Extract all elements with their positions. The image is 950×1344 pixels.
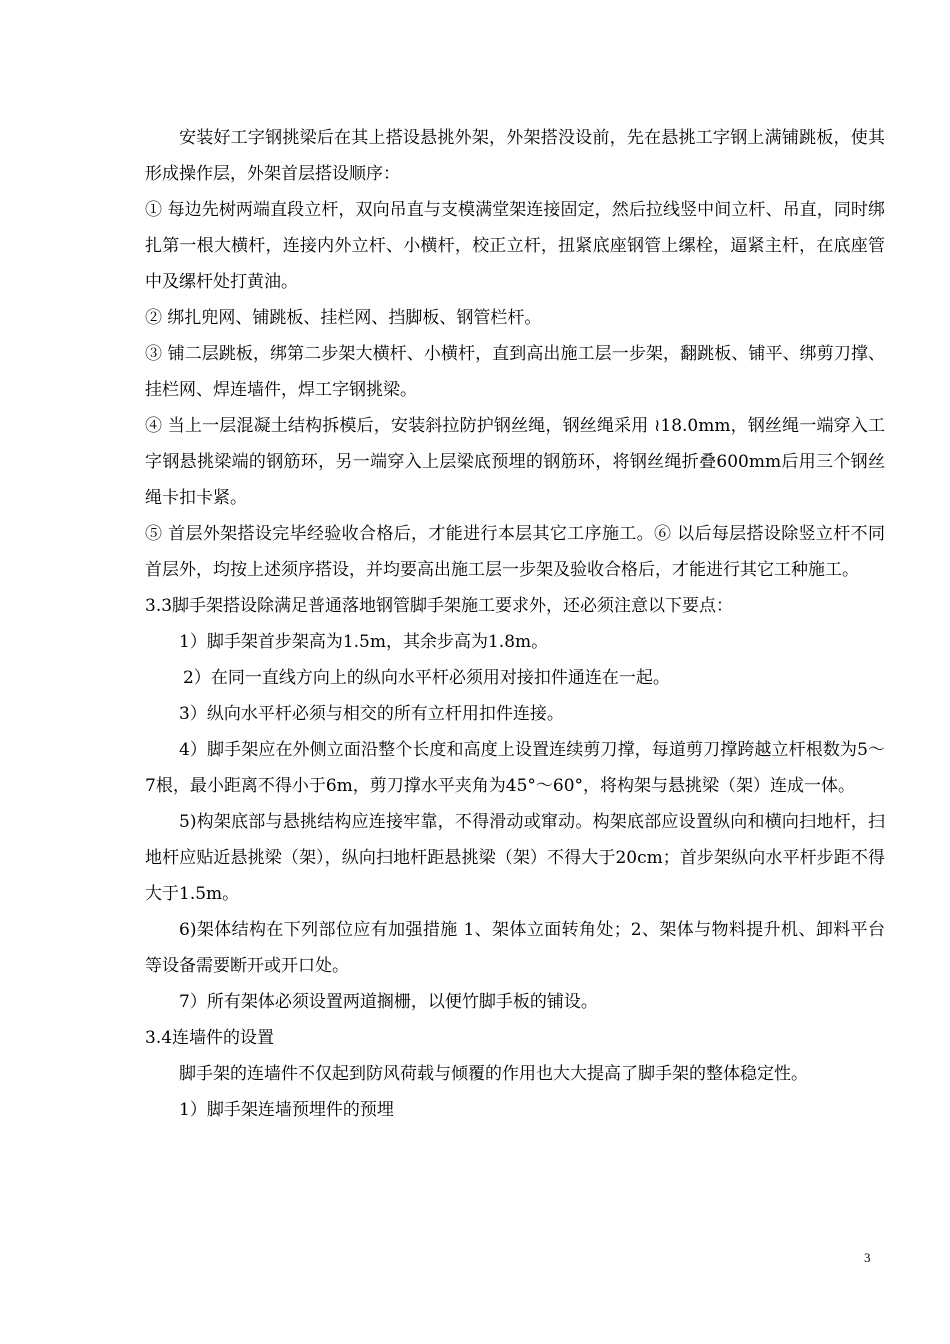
paragraph-step-3: ③ 铺二层跳板，绑第二步架大横杆、小横杆，直到高出施工层一步架，翻跳板、铺平、绑剪刀撑、挂栏网、焊连墙件，焊工字钢挑梁。 xyxy=(145,344,885,400)
paragraph-step-5-6: ⑤ 首层外架搭设完毕经验收合格后，才能进行本层其它工序施工。⑥ 以后每层搭设除竖立杆不同首层外，均按上述须序搭设，并均要高出施工层一步架及验收合格后，才能进行其它工种施工。 xyxy=(145,524,885,580)
list-item-1: 1）脚手架首步架高为1.5m，其余步高为1.8m。 xyxy=(179,632,549,652)
paragraph-wall-ties: 脚手架的连墙件不仅起到防风荷载与倾覆的作用也大大提高了脚手架的整体稳定性。 xyxy=(179,1064,808,1084)
list-item-5: 5)构架底部与悬挑结构应连接牢靠，不得滑动或窜动。构架底部应设置纵向和横向扫地杆，扫地杆应贴近悬挑梁（架），纵向扫地杆距悬挑梁（架）不得大于20cm；首步架纵向水平杆步距不得大于1.5m。 xyxy=(145,812,885,904)
list-item-6: 6)架体结构在下列部位应有加强措施 1、架体立面转角处；2、架体与物料提升机、卸料平台等设备需要断开或开口处。 xyxy=(145,920,885,976)
document-body xyxy=(145,120,885,1128)
paragraph-step-4: ④ 当上一层混凝土结构拆模后，安装斜拉防护钢丝绳，钢丝绳采用 ≀18.0mm，钢丝绳一端穿入工字钢悬挑梁端的钢筋环，另一端穿入上层梁底预埋的钢筋环，将钢丝绳折叠600mm后用三个钢丝绳卡扣卡紧。 xyxy=(145,416,885,508)
list-item-embedded-parts: 1）脚手架连墙预埋件的预埋 xyxy=(179,1100,394,1120)
paragraph-intro: 安装好工字钢挑梁后在其上搭设悬挑外架，外架搭没设前，先在悬挑工字钢上满铺跳板，使其形成操作层，外架首层搭设顺序： xyxy=(145,128,885,184)
section-heading-3-3: 3.3脚手架搭设除满足普通落地钢管脚手架施工要求外，还必须注意以下要点： xyxy=(145,596,734,616)
list-item-3: 3）纵向水平杆必须与相交的所有立杆用扣件连接。 xyxy=(179,704,564,724)
section-heading-3-4: 3.4连墙件的设置 xyxy=(145,1028,275,1048)
page-number: 3 xyxy=(864,1250,871,1265)
paragraph-step-2: ② 绑扎兜网、铺跳板、挂栏网、挡脚板、钢管栏杆。 xyxy=(145,308,542,328)
paragraph-step-1: ① 每边先树两端直段立杆，双向吊直与支模满堂架连接固定，然后拉线竖中间立杆、吊直，同时绑扎第一根大横杆，连接内外立杆、小横杆，校正立杆，扭紧底座钢管上缧栓，逼紧主杆，在底座管中及缧杆处打黄油。 xyxy=(145,200,885,292)
list-item-2: 2）在同一直线方向上的纵向水平杆必须用对接扣件通连在一起。 xyxy=(183,668,670,688)
list-item-7: 7）所有架体必须设置两道搁栅，以便竹脚手板的铺设。 xyxy=(179,992,598,1012)
list-item-4: 4）脚手架应在外侧立面沿整个长度和高度上设置连续剪刀撑，每道剪刀撑跨越立杆根数为5～7根，最小距离不得小于6m，剪刀撑水平夹角为45°～60°，将构架与悬挑梁（架）连成一体。 xyxy=(145,740,885,796)
